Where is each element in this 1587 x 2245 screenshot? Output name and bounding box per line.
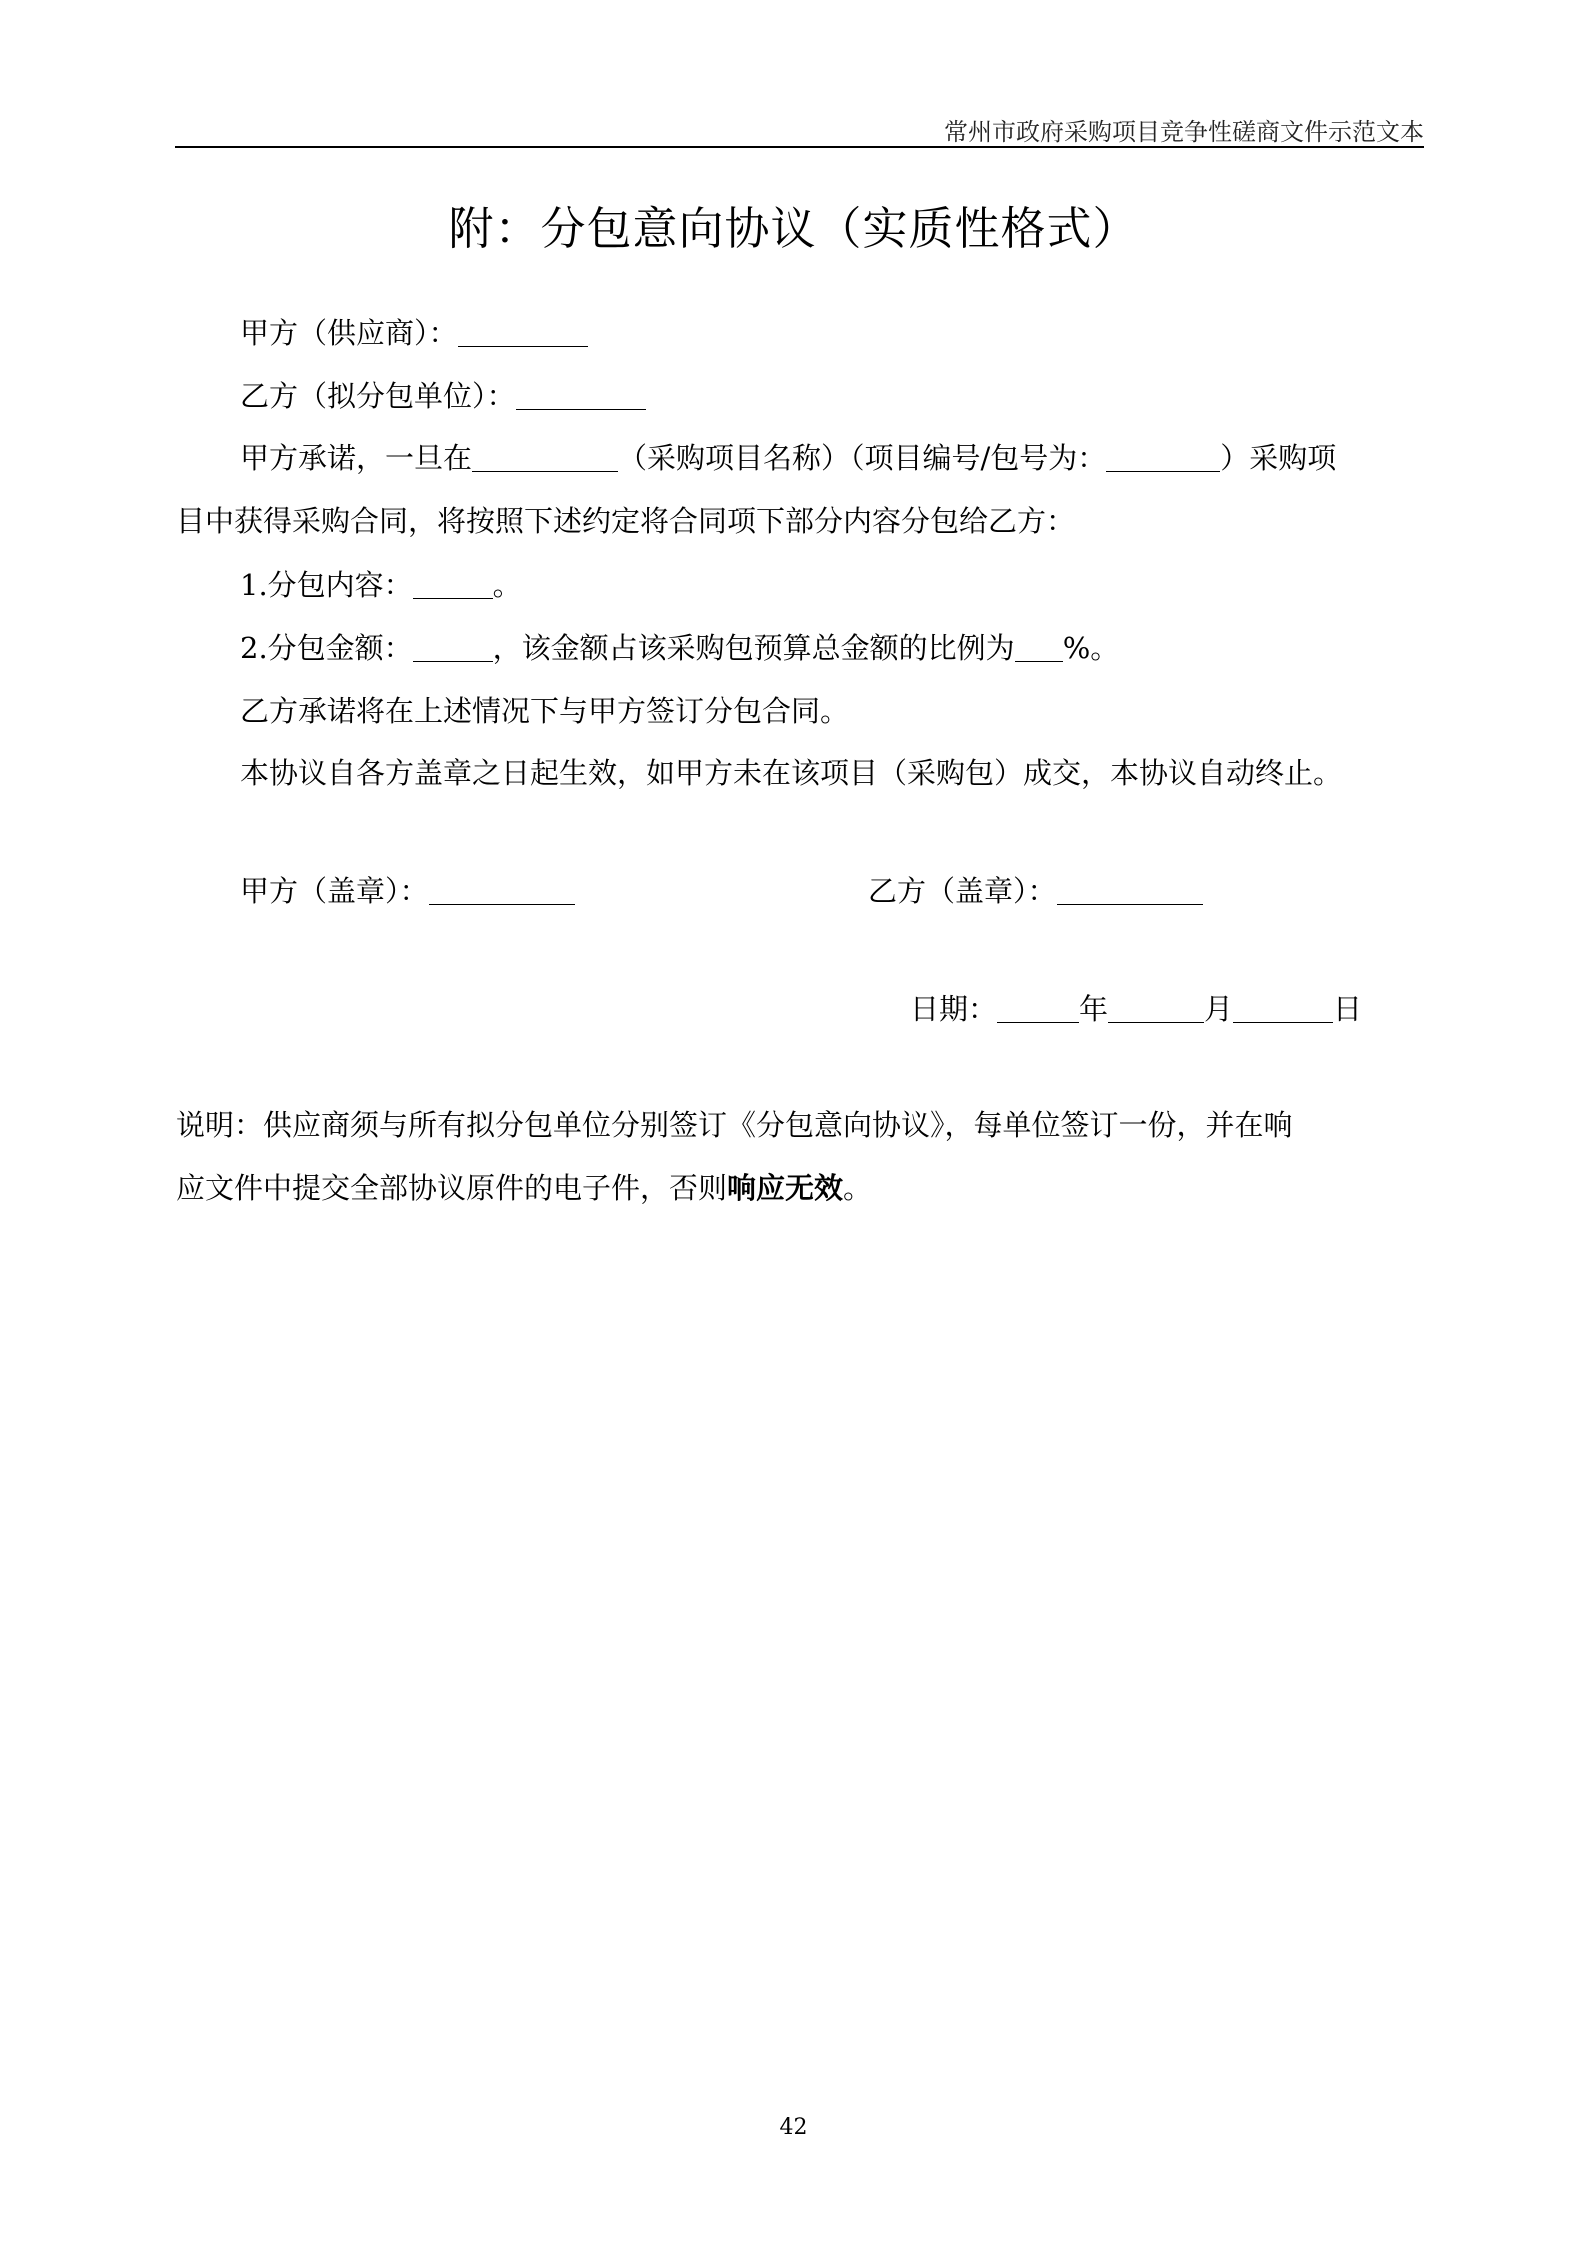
item1-label: 1.分包内容： xyxy=(240,568,413,602)
page-number: 42 xyxy=(779,2115,808,2140)
party-b-label: 乙方（拟分包单位）： xyxy=(240,379,516,413)
note-end: 。 xyxy=(843,1171,873,1205)
seal-b-line xyxy=(868,871,1203,911)
seal-b-blank xyxy=(1057,874,1203,905)
subcontract-amount-line xyxy=(240,628,1119,668)
note-line-2 xyxy=(176,1168,872,1208)
item2-mid: ，该金额占该采购包预算总金额的比例为 xyxy=(492,631,1015,665)
commitment-text-3: ）采购项 xyxy=(1220,441,1337,475)
commitment-text-2: （采购项目名称）（项目编号/包号为： xyxy=(618,441,1107,475)
seal-a-blank xyxy=(429,874,575,905)
project-name-blank xyxy=(472,441,618,472)
date-label: 日期： xyxy=(910,992,998,1026)
running-header: 常州市政府采购项目竞争性磋商文件示范文本 xyxy=(944,118,1424,146)
document-title: 附：分包意向协议（实质性格式） xyxy=(448,202,1139,255)
date-line xyxy=(910,989,1362,1029)
effectiveness-clause: 本协议自各方盖章之日起生效，如甲方未在该项目（采购包）成交，本协议自动终止。 xyxy=(240,756,1343,790)
item1-end: 。 xyxy=(492,568,522,602)
project-number-blank xyxy=(1106,441,1220,472)
year-blank xyxy=(997,992,1079,1023)
month-blank xyxy=(1108,992,1204,1023)
header-rule xyxy=(175,146,1424,148)
party-a-label: 甲方（供应商）： xyxy=(240,316,458,350)
seal-a-line xyxy=(240,871,575,911)
party-b-blank xyxy=(516,379,646,410)
percentage-blank xyxy=(1015,631,1063,662)
note-line-1: 说明：供应商须与所有拟分包单位分别签订《分包意向协议》，每单位签订一份，并在响 xyxy=(176,1108,1293,1142)
item2-end: %。 xyxy=(1062,631,1120,665)
party-a-blank xyxy=(458,316,588,347)
content-blank xyxy=(413,568,493,599)
party-b-commitment: 乙方承诺将在上述情况下与甲方签订分包合同。 xyxy=(240,694,850,728)
subcontract-content-line xyxy=(240,565,522,605)
party-a-line xyxy=(240,313,588,353)
amount-blank xyxy=(413,631,493,662)
note-text: 应文件中提交全部协议原件的电子件，否则 xyxy=(176,1171,728,1205)
invalid-response-emphasis: 响应无效 xyxy=(727,1171,844,1205)
day-blank xyxy=(1233,992,1333,1023)
year-label: 年 xyxy=(1079,992,1109,1026)
seal-a-label: 甲方（盖章）： xyxy=(240,874,429,908)
seal-b-label: 乙方（盖章）： xyxy=(868,874,1057,908)
commitment-text-1: 甲方承诺，一旦在 xyxy=(240,441,473,475)
commitment-line-2: 目中获得采购合同，将按照下述约定将合同项下部分内容分包给乙方： xyxy=(176,504,1076,538)
commitment-line-1 xyxy=(240,438,1336,478)
month-label: 月 xyxy=(1204,992,1234,1026)
day-label: 日 xyxy=(1333,992,1363,1026)
party-b-line xyxy=(240,376,646,416)
item2-label: 2.分包金额： xyxy=(240,631,413,665)
